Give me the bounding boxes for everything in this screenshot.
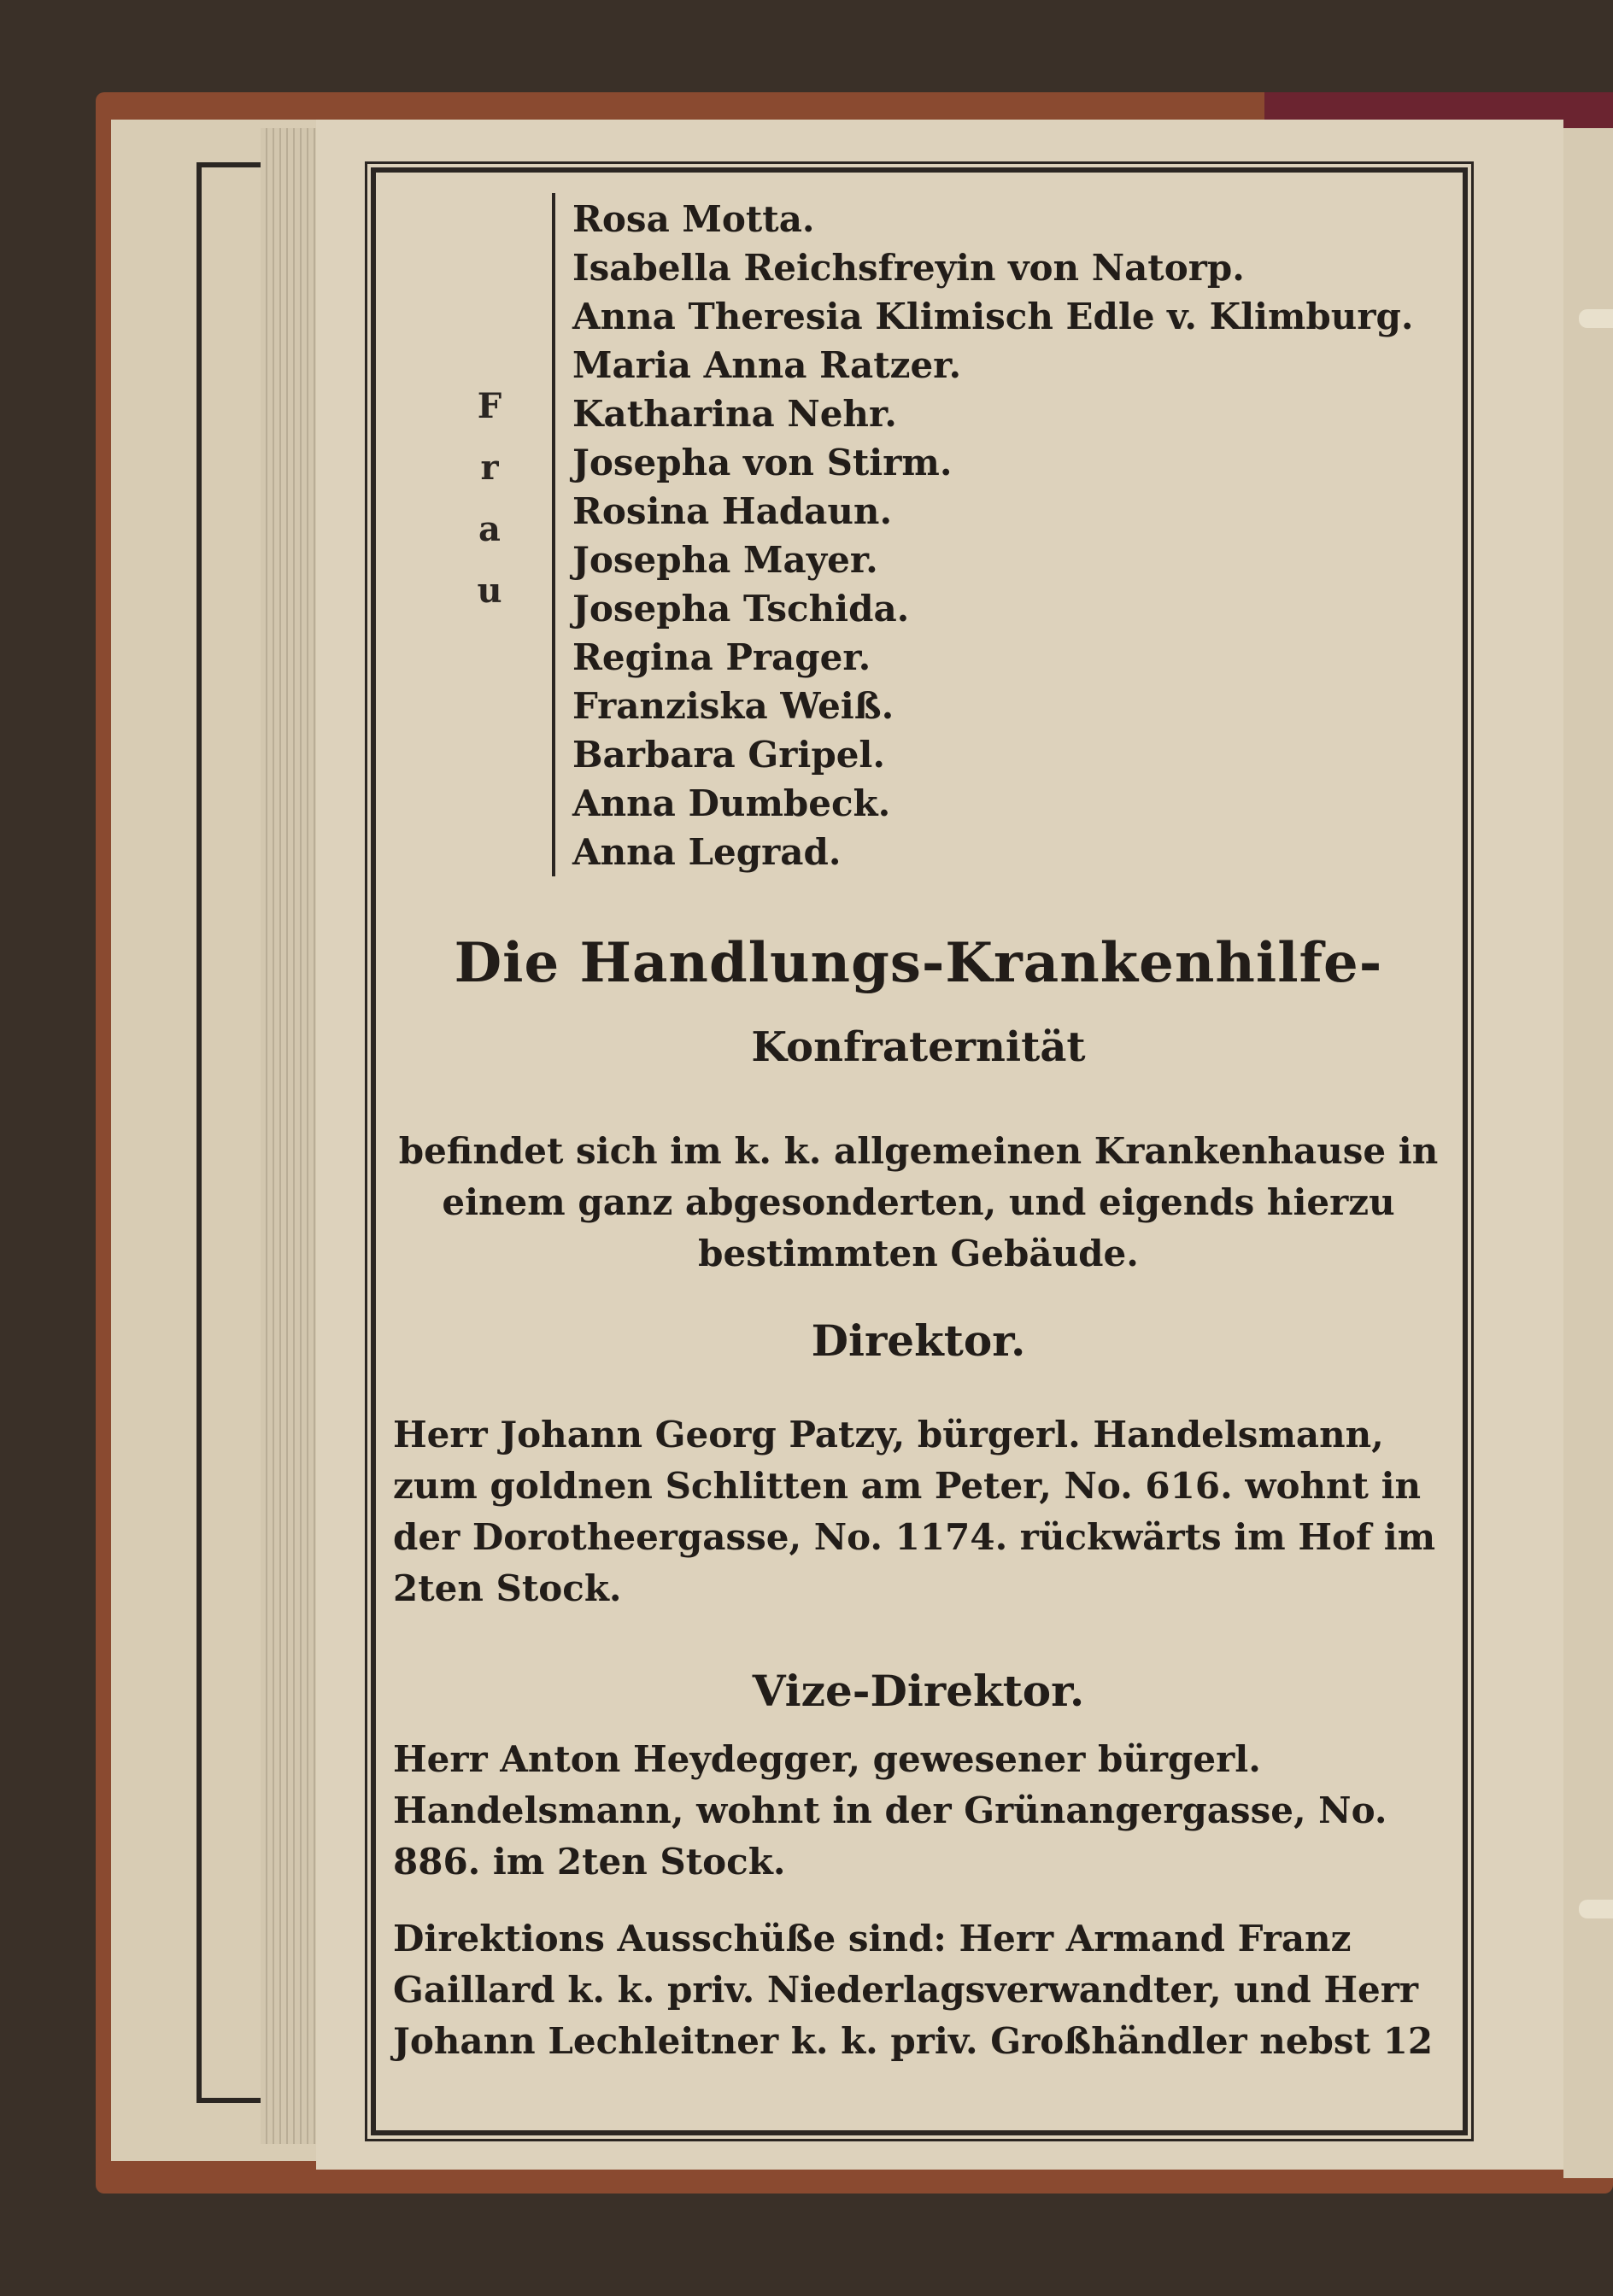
section-title: Die Handlungs-Krankenhilfe-	[454, 931, 1383, 995]
sidebar-letter: r	[480, 448, 499, 488]
sidebar-letter: u	[477, 571, 502, 611]
sidebar-label	[468, 376, 511, 622]
name-brace	[552, 193, 555, 876]
name-item: Anna Theresia Klimisch Edle v. Klimburg.	[572, 296, 1414, 337]
director-text: Herr Johann Georg Patzy, bürgerl. Handelsmann, zum goldnen Schlitten am Peter, No. 616. wohnt in der Dorotheergasse, No. 1174. rückwärts im Hof im 2ten Stock.	[393, 1414, 1436, 1609]
vice-director-text: Herr Anton Heydegger, gewesener bürgerl. Handelsmann, wohnt in der Grünangergasse, No. 886. im 2ten Stock.	[393, 1738, 1387, 1883]
name-item: Rosa Motta.	[572, 198, 815, 240]
binding-thread	[1579, 309, 1613, 328]
name-item: Josepha von Stirm.	[572, 442, 953, 483]
name-item: Anna Legrad.	[572, 831, 842, 873]
right-page-edge	[1563, 128, 1613, 2178]
name-item: Franziska Weiß.	[572, 685, 894, 727]
vice-director-paragraph	[393, 1734, 1444, 1888]
name-item: Maria Anna Ratzer.	[572, 344, 962, 386]
committee-text: Direktions Ausschüße sind: Herr Armand Franz Gaillard k. k. priv. Niederlagsverwandter, und Herr Johann Lechleitner k. k. priv. Großhändler nebst 12	[393, 1918, 1434, 2062]
name-item: Barbara Gripel.	[572, 734, 886, 776]
name-item: Isabella Reichsfreyin von Natorp.	[572, 247, 1245, 289]
binding-thread	[1579, 1900, 1613, 1918]
name-item: Rosina Hadaun.	[572, 490, 893, 532]
name-item: Regina Prager.	[572, 636, 871, 678]
name-item: Josepha Tschida.	[572, 588, 910, 630]
intro-paragraph: befindet sich im k. k. allgemeinen Krankenhause in einem ganz abgesonderten, und eigends hierzu bestimmten Gebäude.	[398, 1130, 1439, 1274]
director-paragraph	[393, 1409, 1444, 1614]
name-item: Katharina Nehr.	[572, 393, 897, 435]
name-item: Anna Dumbeck.	[572, 782, 891, 824]
name-item: Josepha Mayer.	[572, 539, 878, 581]
section-subtitle: Konfraternität	[751, 1023, 1086, 1071]
sidebar-letter: a	[478, 509, 501, 549]
vice-director-heading: Vize-Direktor.	[752, 1666, 1085, 1716]
name-list	[572, 195, 1435, 876]
sidebar-letter: F	[477, 386, 502, 426]
committee-paragraph	[393, 1913, 1444, 2067]
director-heading: Direktor.	[811, 1315, 1026, 1366]
